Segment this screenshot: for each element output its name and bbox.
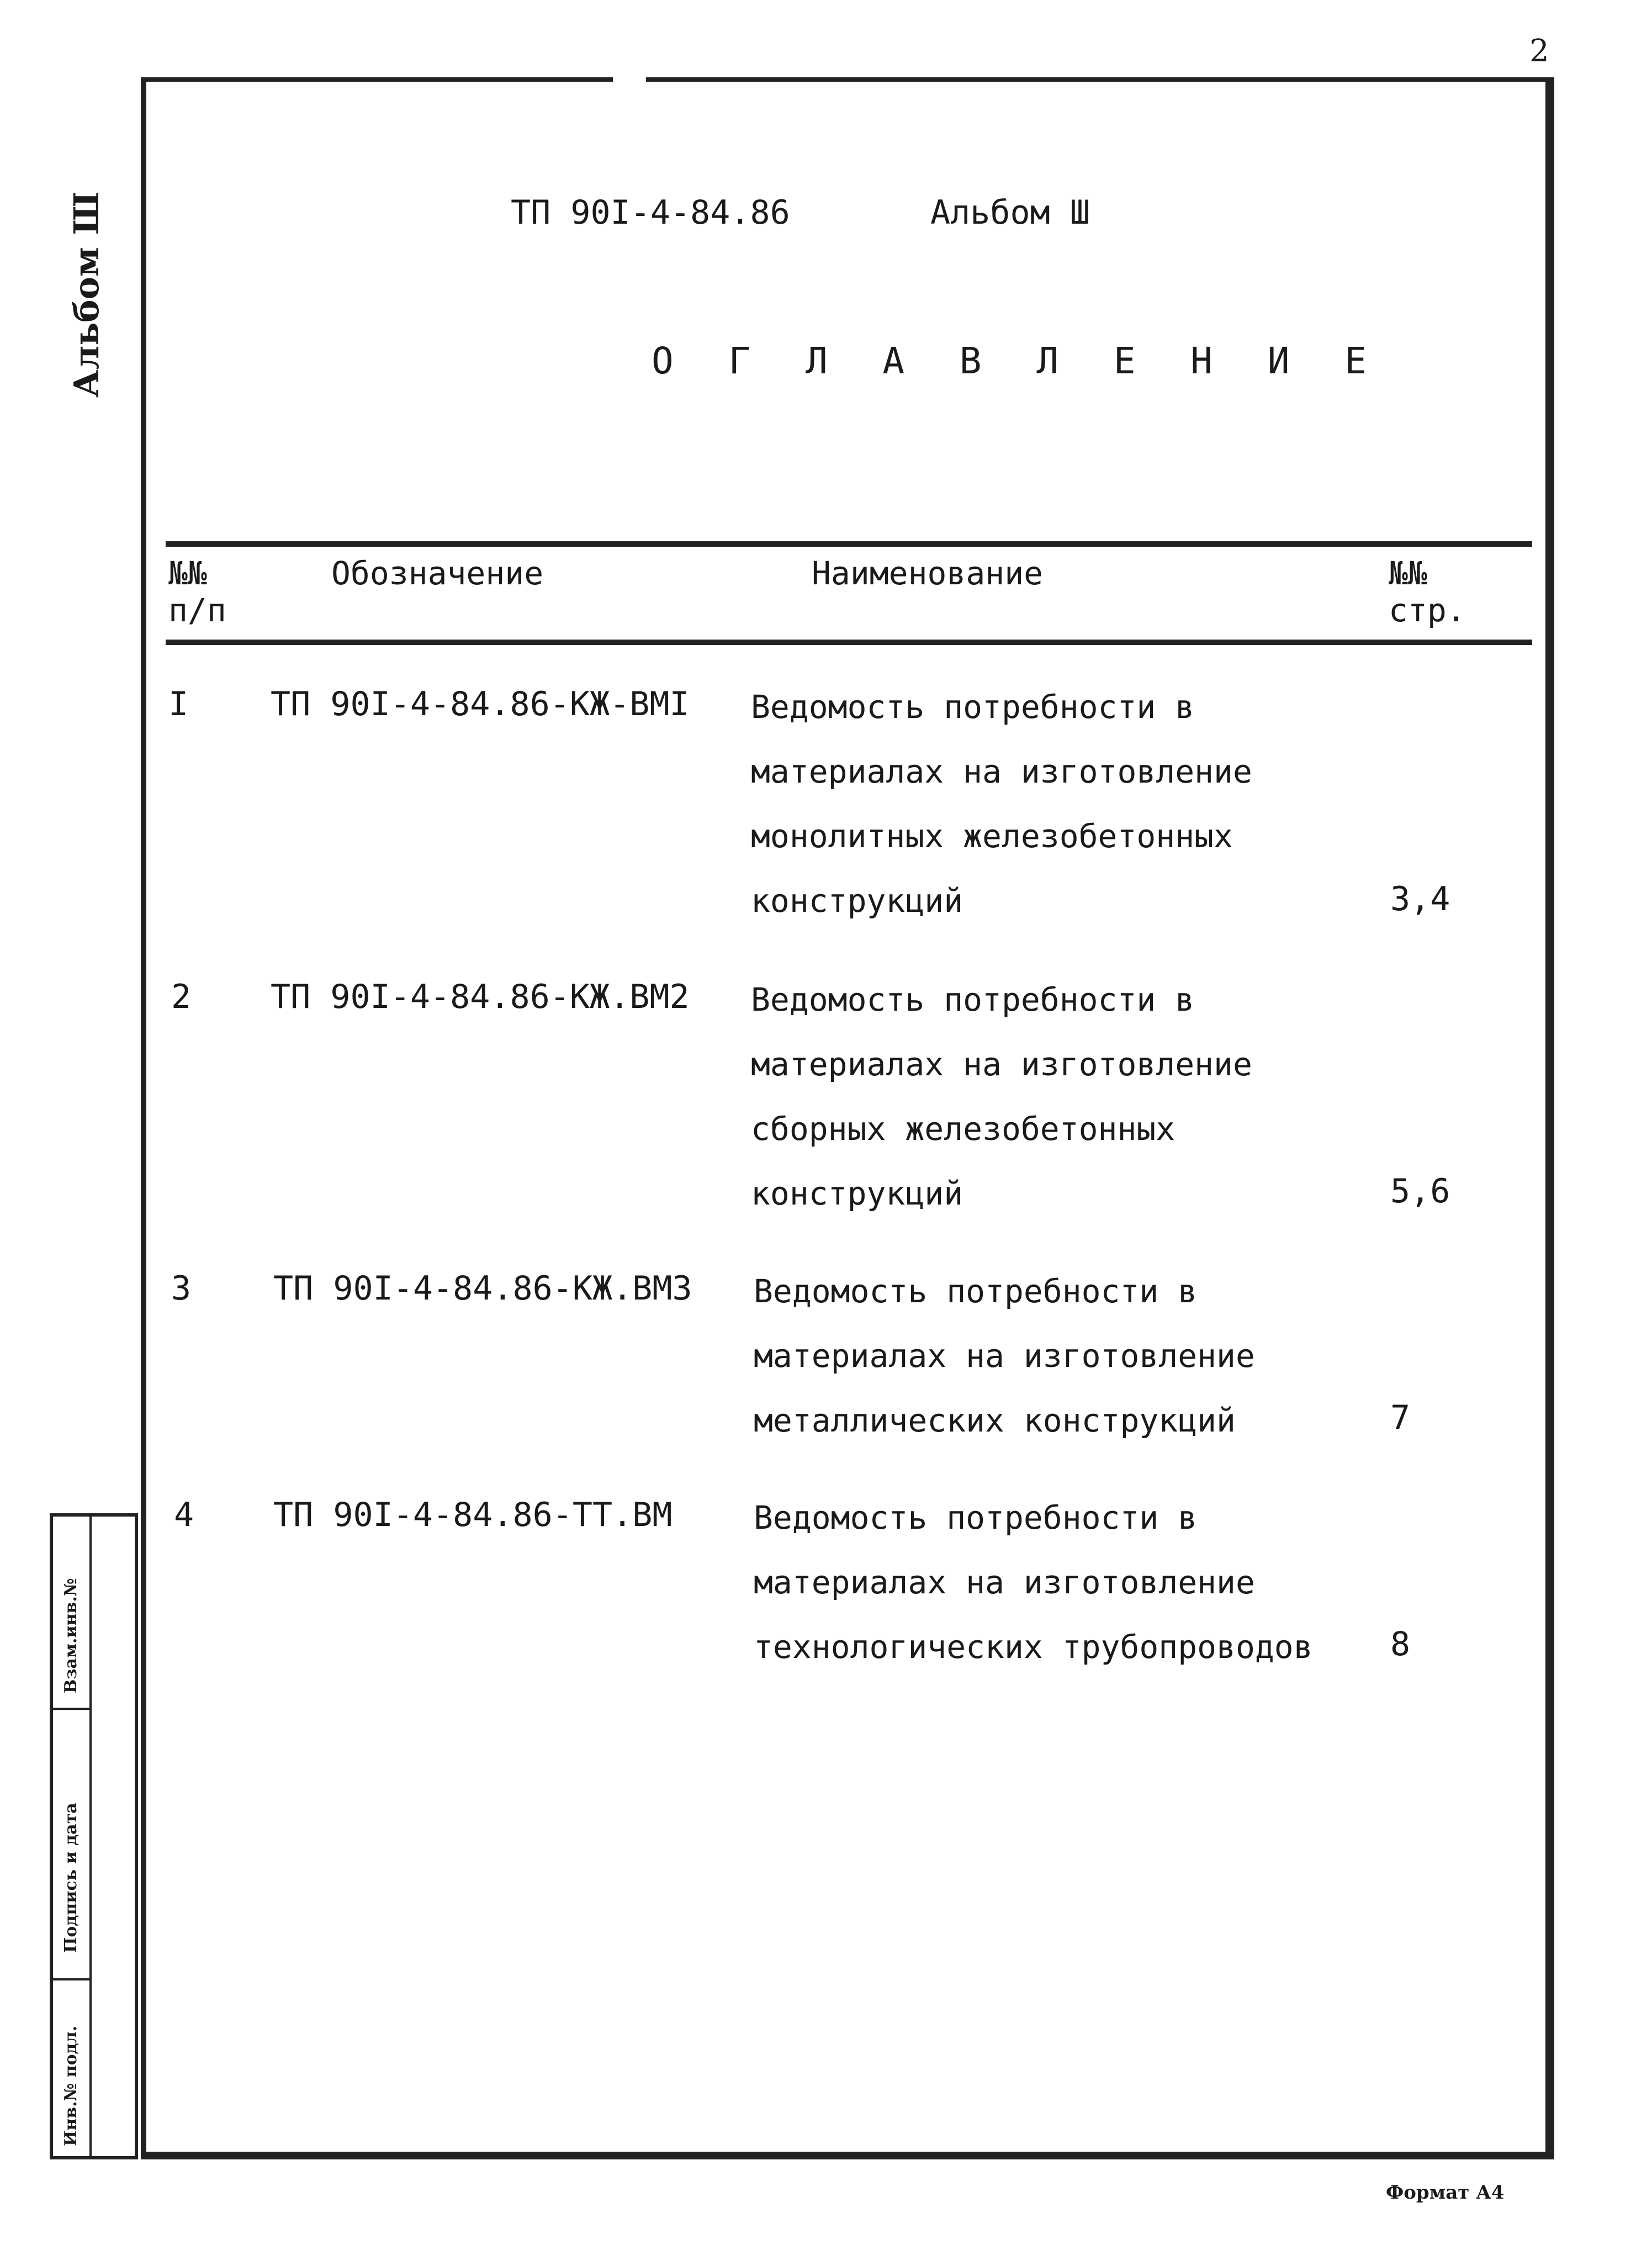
stamp-cell-signature-date <box>53 1710 92 1980</box>
stamp-cell-replaced-inv <box>53 1517 92 1710</box>
row-1-code: ТП 90I-4-84.86-КЖ-ВМI <box>271 685 690 723</box>
row-3-name <box>754 1259 1361 1453</box>
side-stamp <box>50 1513 138 2159</box>
name-line: Ведомость потребности в <box>754 1272 1198 1310</box>
row-4-code: ТП 90I-4-84.86-ТТ.ВМ <box>273 1496 673 1534</box>
col-head-page-line: №№ <box>1389 554 1427 592</box>
name-line: материалах на изготовление <box>751 753 1252 790</box>
col-head-name: Наименование <box>812 554 1044 592</box>
col-head-num <box>168 555 226 628</box>
name-line: материалах на изготовление <box>754 1337 1255 1375</box>
row-2-page: 5,6 <box>1390 1172 1450 1211</box>
row-2-code: ТП 90I-4-84.86-КЖ.ВМ2 <box>271 978 690 1016</box>
name-line: Ведомость потребности в <box>751 688 1195 726</box>
stamp-label: Взам.инв.№ <box>61 1578 81 1693</box>
name-line: материалах на изготовление <box>751 1045 1252 1083</box>
side-album-title: Альбом Ш <box>66 191 107 398</box>
col-head-page <box>1389 555 1466 628</box>
format-label: Формат А4 <box>1386 2182 1505 2204</box>
col-head-designation: Обозначение <box>331 554 544 592</box>
name-line: Ведомость потребности в <box>751 981 1195 1018</box>
row-3-num: 3 <box>171 1269 192 1308</box>
col-head-num-line: №№ <box>168 554 207 592</box>
col-head-num-line: п/п <box>168 591 226 629</box>
row-4-page: 8 <box>1390 1625 1411 1663</box>
row-1-num: I <box>168 685 189 723</box>
row-4-name <box>754 1486 1361 1679</box>
row-2-num: 2 <box>171 978 192 1016</box>
corner-mark: 2 <box>1529 33 1549 69</box>
stamp-cell-original-inv <box>53 1980 92 2156</box>
stamp-label: Инв.№ подл. <box>61 2025 81 2146</box>
name-line: монолитных железобетонных <box>751 817 1233 855</box>
name-line: конструкций <box>751 882 963 920</box>
document-code: ТП 90I-4-84.86 <box>511 193 790 232</box>
frame-gap <box>613 72 646 86</box>
row-2-name <box>751 968 1358 1226</box>
row-1-name <box>751 675 1358 933</box>
row-1-page: 3,4 <box>1390 880 1450 918</box>
row-3-code: ТП 90I-4-84.86-КЖ.ВМ3 <box>273 1269 692 1308</box>
table-top-rule <box>166 541 1532 547</box>
name-line: технологических трубопроводов <box>754 1628 1313 1666</box>
col-head-page-line: стр. <box>1389 591 1466 629</box>
album-label: Альбом Ш <box>930 193 1090 232</box>
page-title: О Г Л А В Л Е Н И Е <box>652 340 1383 382</box>
table-header-rule <box>166 640 1532 645</box>
name-line: материалах на изготовление <box>754 1564 1255 1601</box>
name-line: металлических конструкций <box>754 1402 1236 1439</box>
stamp-label: Подпись и дата <box>61 1803 81 1953</box>
name-line: сборных железобетонных <box>751 1110 1176 1148</box>
name-line: Ведомость потребности в <box>754 1499 1198 1536</box>
row-4-num: 4 <box>174 1496 194 1534</box>
row-3-page: 7 <box>1390 1398 1411 1437</box>
name-line: конструкций <box>751 1175 963 1212</box>
